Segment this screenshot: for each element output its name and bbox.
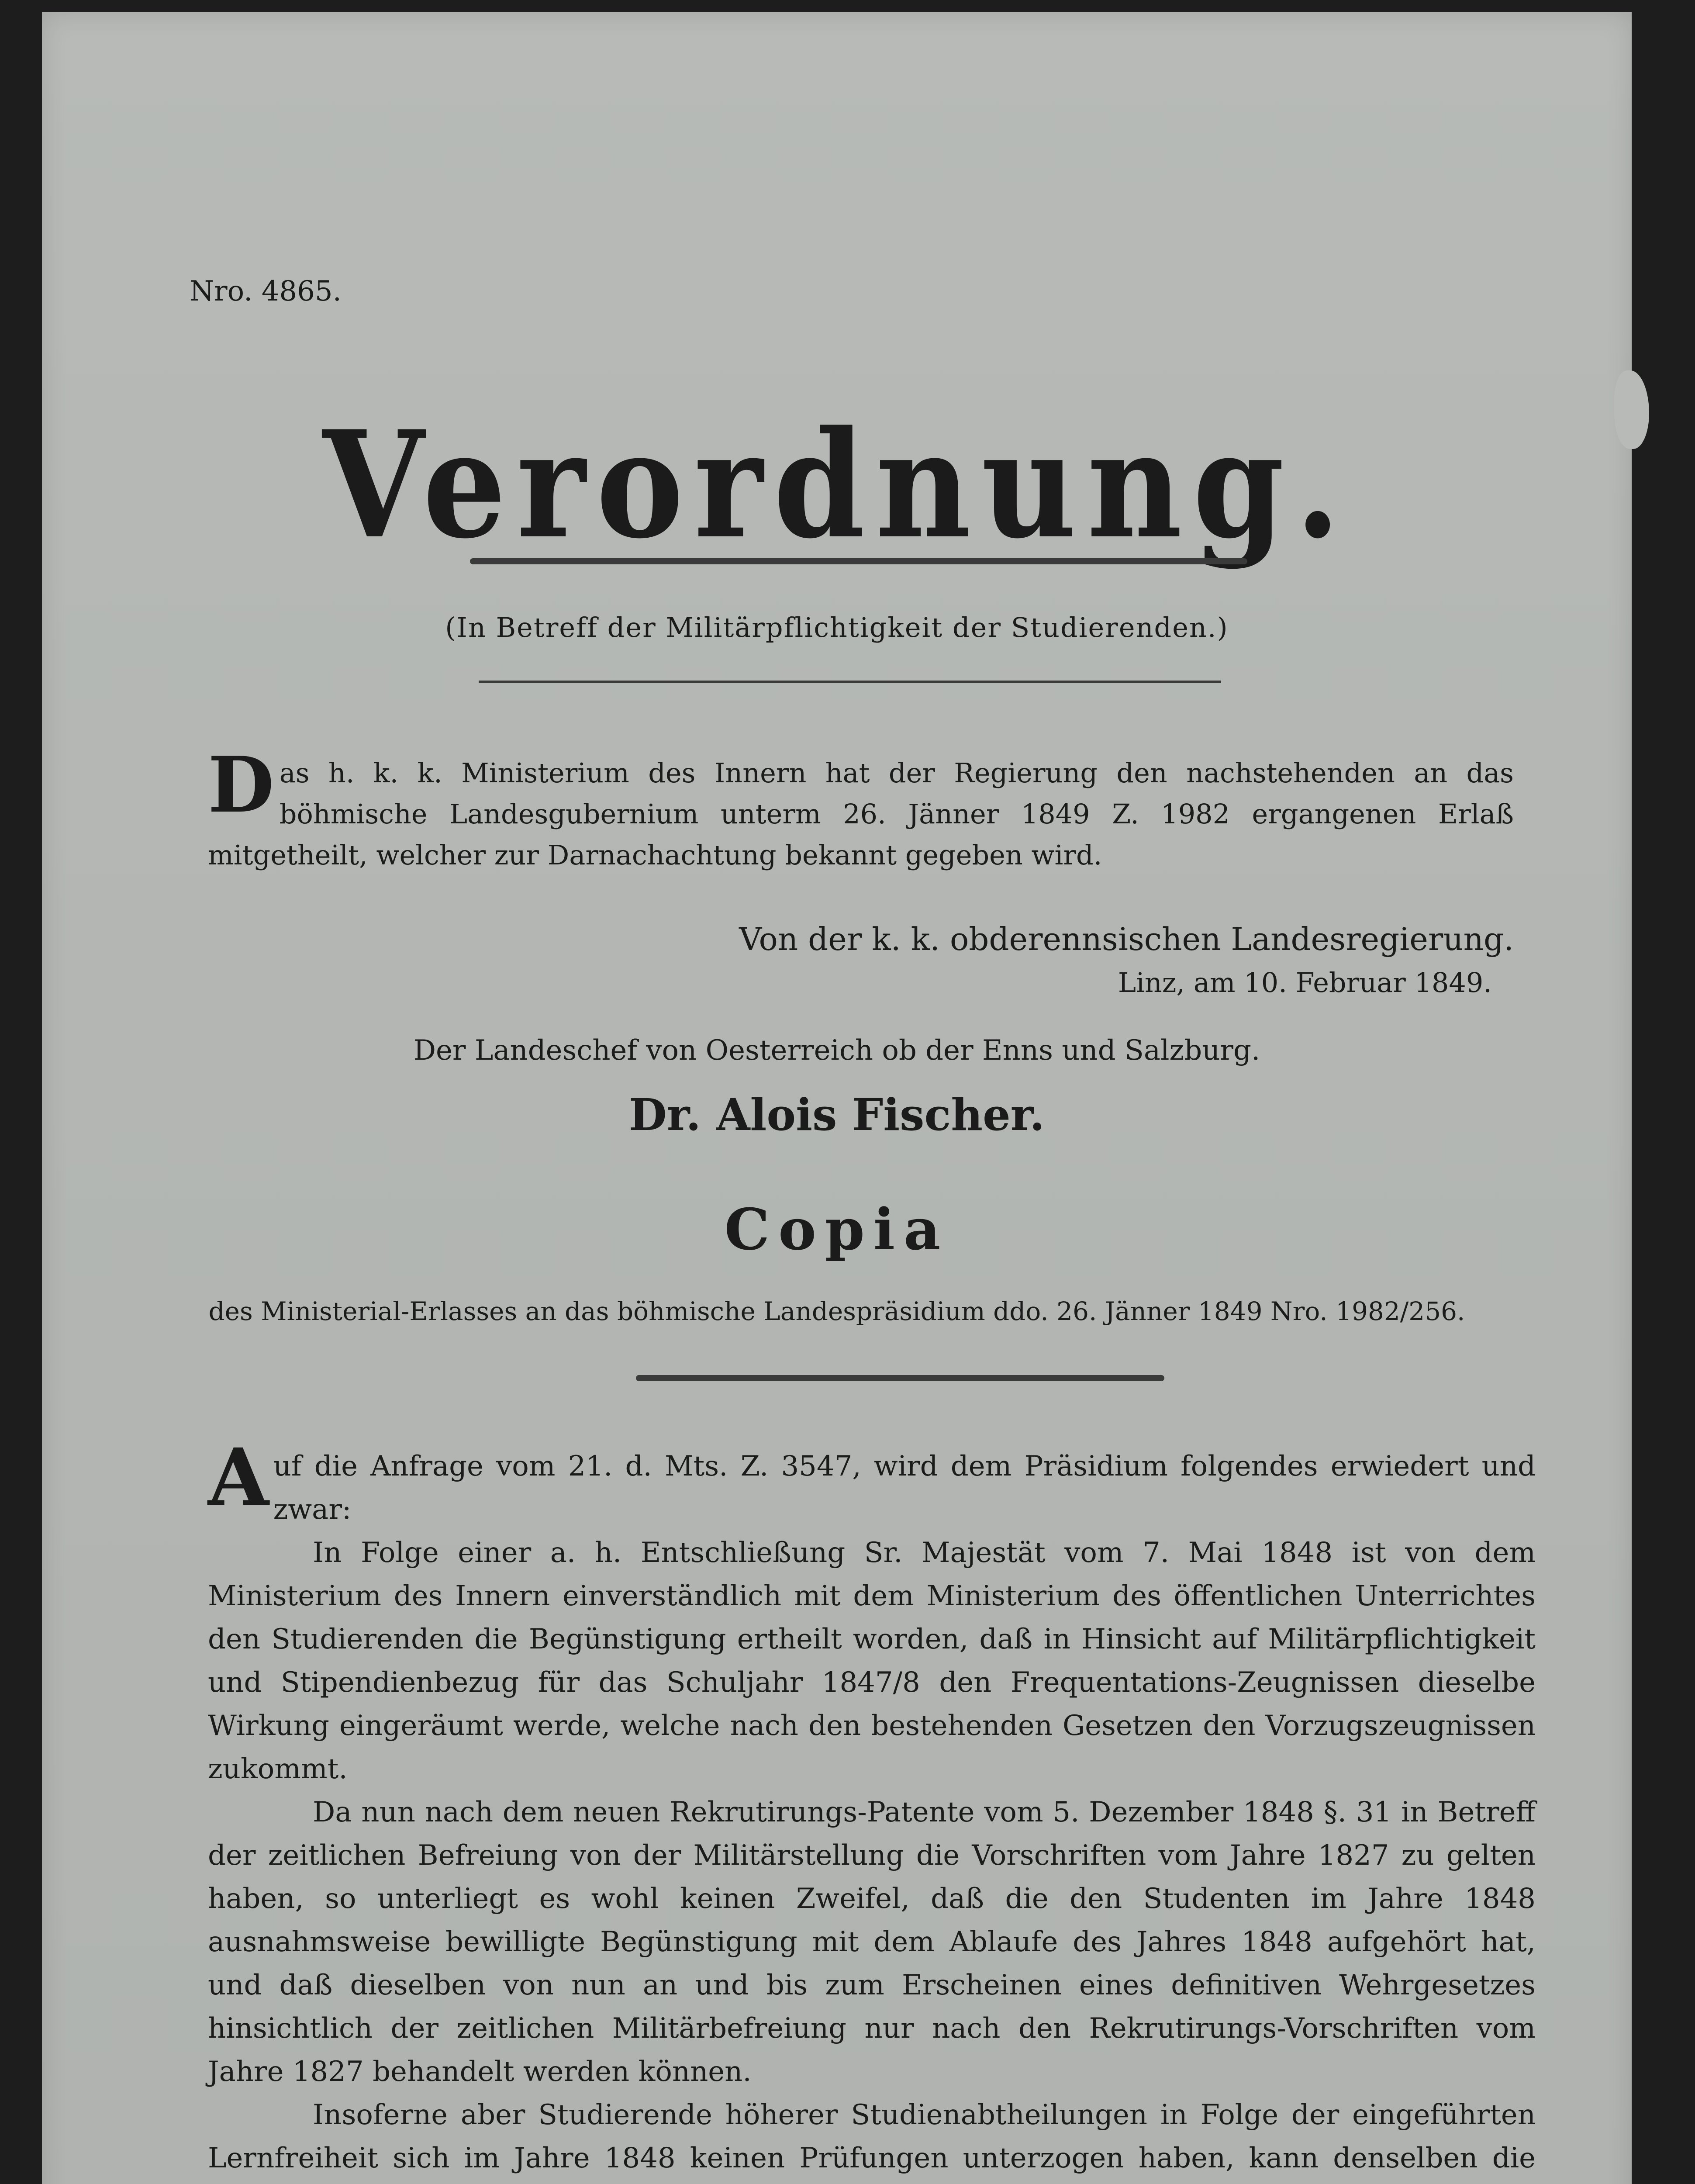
chief-name: Dr. Alois Fischer. [628,1089,1045,1140]
place-and-date: Linz, am 10. Februar 1849. [1118,967,1492,999]
copia-heading: Copia [724,1196,949,1263]
body-paragraph: Da nun nach dem neuen Rekrutirungs-Patente vom 5. Dezember 1848 §. 31 in Betreff der zeitlichen Befreiung von der Militärstellung die Vorschriften vom Jahre 1827 zu gelten haben, so unterliegt es wohl keinen Zweifel, daß die den Studenten im Jahre 1848 ausnahmsweise bewilligte Begünstigung mit dem Ablaufe des Jahres 1848 aufgehört hat, und daß dieselben von nun an und bis zum Erscheinen eines definitiven Wehrgesetzes hinsichtlich der zeitlichen Militärbefreiung nur nach den Rekrutirungs-Vorschriften vom Jahre 1827 behandelt werden können. [208,1796,1536,2088]
intro-paragraph [208,740,1514,876]
title-underline [470,558,1247,564]
decree-body [208,1431,1536,2184]
body-paragraph: Insoferne aber Studierende höherer Studienabtheilungen in Folge der eingeführten Lernfreiheit sich im Jahre 1848 keinen Prüfungen unterzogen haben, kann denselben die [208,2099,1536,2174]
body-paragraph: Auf die Anfrage vom 21. d. Mts. Z. 3547, wird dem Präsidium folgendes erwiedert und zwar: [208,1431,1536,1526]
copia-subheading: des Ministerial-Erlasses an das böhmische Landespräsidium ddo. 26. Jänner 1849 Nro. 1982/256. [208,1296,1465,1326]
document-number: Nro. 4865. [190,275,342,308]
subtitle-divider [479,681,1221,683]
body-drop-cap: A [208,1431,269,1524]
chief-title: Der Landeschef von Oesterreich ob der Enns und Salzburg. [413,1034,1260,1067]
intro-text: as h. k. k. Ministerium des Innern hat der Regierung den nachstehenden an das böhmische Landesgubernium unterm 26. Jänner 1849 Z. 1982 ergangenen Erlaß mitgetheilt, welcher zur Darnachachtung bekannt gegeben wird. [208,757,1514,871]
document-page [42,12,1632,2184]
intro-drop-cap: D [208,740,274,830]
body-paragraph: In Folge einer a. h. Entschließung Sr. Majestät vom 7. Mai 1848 ist von dem Ministerium des Innern einverständlich mit dem Ministerium des öffentlichen Unterrichtes den Studierenden die Begünstigung ertheilt worden, daß in Hinsicht auf Militärpflichtigkeit und Stipendienbezug für das Schuljahr 1847/8 den Frequentations-Zeugnissen dieselbe Wirkung eingeräumt werde, welche nach den bestehenden Gesetzen den Vorzugszeugnissen zukommt. [208,1537,1536,1785]
issuing-authority: Von der k. k. obderennsischen Landesregierung. [739,921,1514,957]
document-title: Verordnung. [322,398,1351,571]
copia-divider [636,1375,1164,1381]
document-subtitle: (In Betreff der Militärpflichtigkeit der Studierenden.) [445,612,1229,643]
